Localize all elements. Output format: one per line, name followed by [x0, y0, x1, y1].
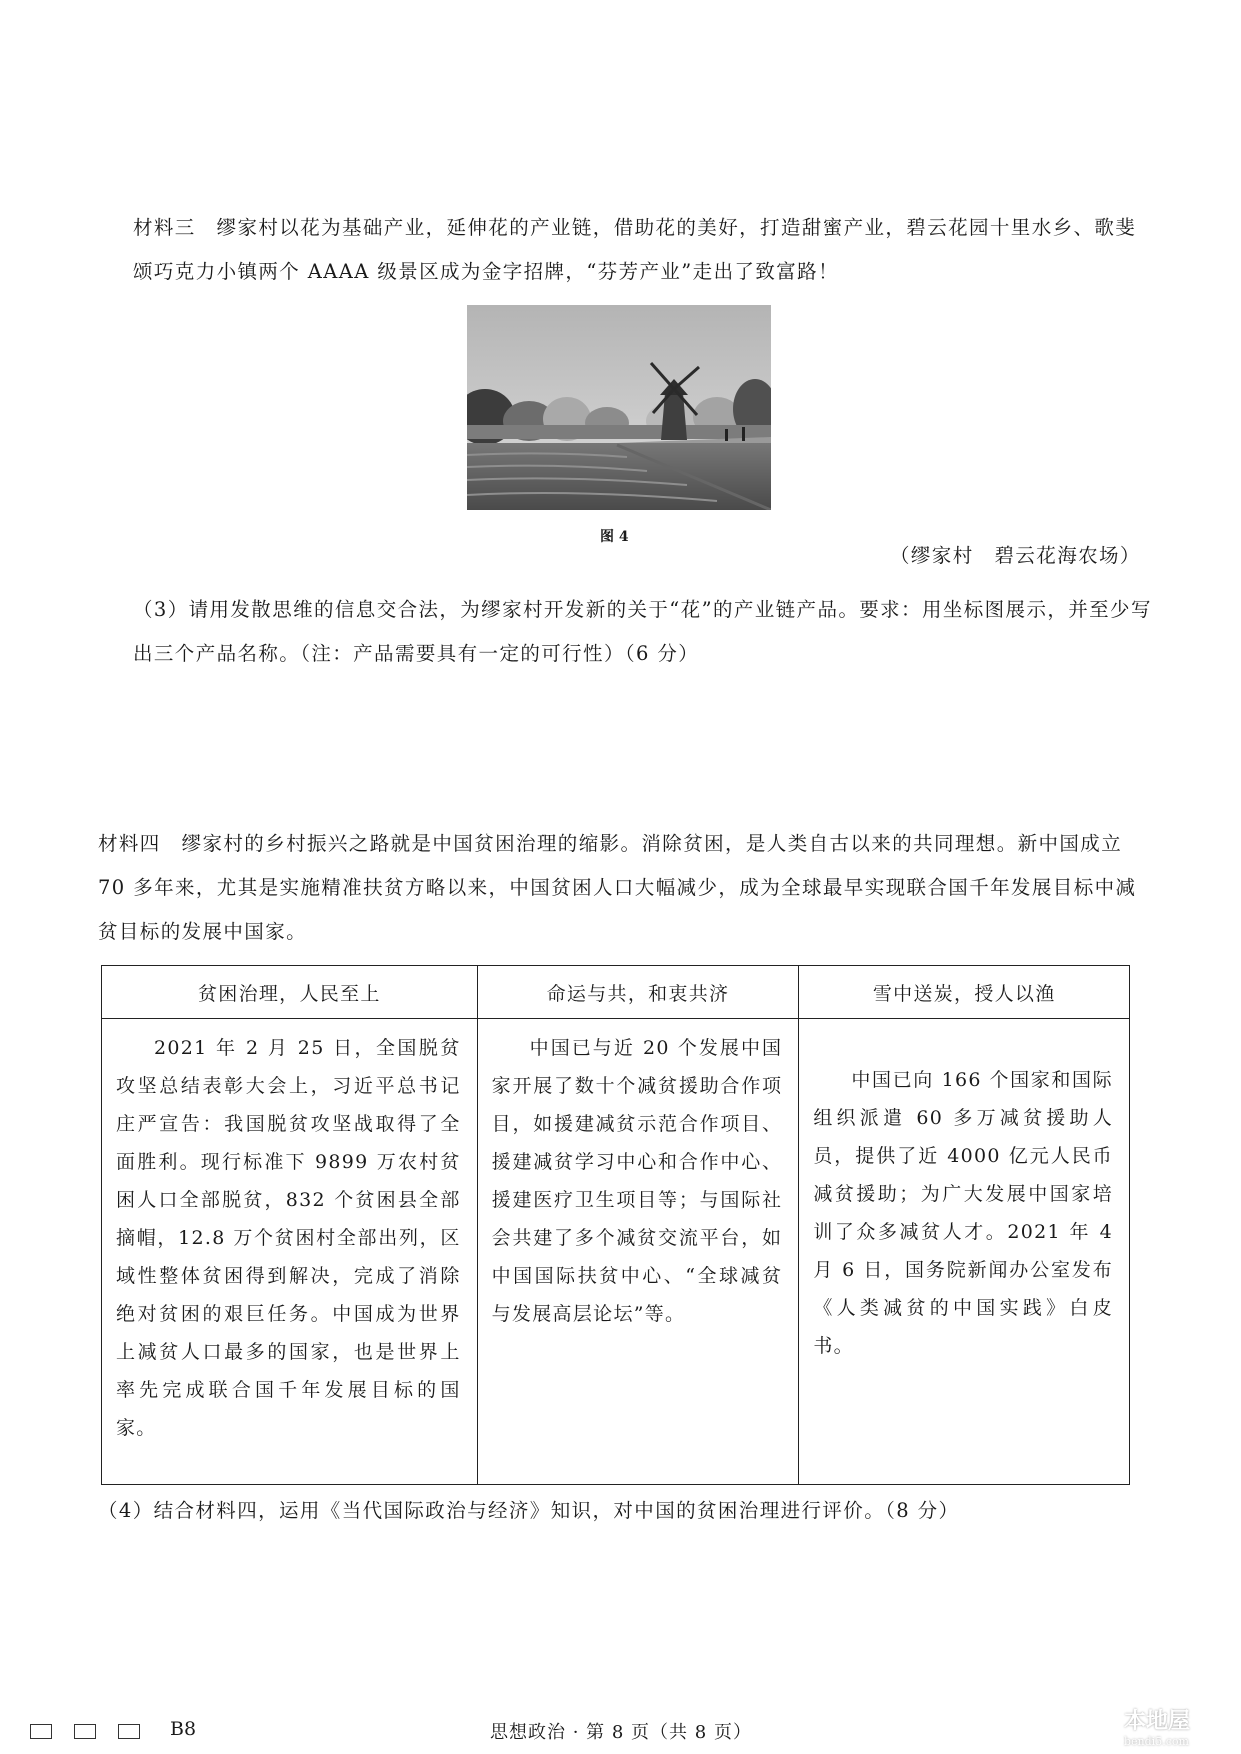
footer-box — [118, 1724, 140, 1739]
question-3 — [133, 588, 1153, 676]
material-3-text: 材料三 缪家村以花为基础产业，延伸花的产业链，借助花的美好，打造甜蜜产业，碧云花园十里水乡、歌斐颂巧克力小镇两个 AAAA 级景区成为金字招牌，“芬芳产业”走出了致富路！ — [133, 216, 1137, 283]
table-header: 贫困治理，人民至上 — [102, 966, 478, 1019]
material-4 — [98, 822, 1143, 954]
material-4-text: 材料四 缪家村的乡村振兴之路就是中国贫困治理的缩影。消除贫困，是人类自古以来的共同理想。新中国成立 70 多年来，尤其是实施精准扶贫方略以来，中国贫困人口大幅减少，成为全球最早实现联合国千年发展目标中减贫目标的发展中国家。 — [98, 832, 1137, 943]
cell-text: 2021 年 2 月 25 日，全国脱贫攻坚总结表彰大会上，习近平总书记庄严宣告：我国脱贫攻坚战取得了全面胜利。现行标准下 9899 万农村贫困人口全部脱贫，832 个贫困县全部摘帽，12.8 万个贫困村全部出列，区域性整体贫困得到解决，完成了消除绝对贫困的艰巨任务。中国成为世界上减贫人口最多的国家，也是世界上率先完成联合国千年发展目标的国家。 — [116, 1037, 461, 1439]
table-cell — [477, 1019, 799, 1485]
figure-caption: 图 4 — [600, 529, 629, 545]
table-cell — [799, 1019, 1130, 1485]
footer-code-boxes — [30, 1724, 140, 1739]
footer-box — [74, 1724, 96, 1739]
house-logo-icon — [1082, 1708, 1118, 1744]
paper-code: B8 — [170, 1718, 197, 1740]
poverty-governance-table — [101, 965, 1130, 1485]
table-header: 雪中送炭，授人以渔 — [799, 966, 1130, 1019]
footer-box — [30, 1724, 52, 1739]
figure-4-photo — [467, 305, 771, 510]
material-3 — [133, 206, 1143, 294]
question-3-text: （3）请用发散思维的信息交合法，为缪家村开发新的关于“花”的产业链产品。要求：用坐标图展示，并至少写出三个产品名称。（注：产品需要具有一定的可行性）（6 分） — [133, 598, 1152, 665]
table-cell — [102, 1019, 478, 1485]
windmill-farm-image — [467, 305, 771, 510]
page-footer: 思想政治 · 第 8 页（共 8 页） — [490, 1722, 752, 1743]
question-4: （4）结合材料四，运用《当代国际政治与经济》知识，对中国的贫困治理进行评价。（8 分） — [98, 1499, 960, 1522]
cell-text: 中国已向 166 个国家和国际组织派遣 60 多万减贫援助人员，提供了近 4000 亿元人民币减贫援助；为广大发展中国家培训了众多减贫人才。2021 年 4 月 6 日，国务院新闻办公室发布《人类减贫的中国实践》白皮书。 — [813, 1069, 1113, 1357]
watermark-url: bendi5.com — [1124, 1735, 1189, 1748]
table-header: 命运与共，和衷共济 — [477, 966, 799, 1019]
watermark-name: 本地屋 — [1124, 1708, 1191, 1734]
cell-text: 中国已与近 20 个发展中国家开展了数十个减贫援助合作项目，如援建减贫示范合作项目、援建减贫学习中心和合作中心、援建医疗卫生项目等；与国际社会共建了多个减贫交流平台，如中国国际扶贫中心、“全球减贫与发展高层论坛”等。 — [491, 1037, 783, 1325]
table-row — [102, 1019, 1130, 1485]
table-header-row — [102, 966, 1130, 1019]
figure-credit: （缪家村 碧云花海农场） — [890, 544, 1141, 567]
watermark — [1082, 1704, 1190, 1748]
